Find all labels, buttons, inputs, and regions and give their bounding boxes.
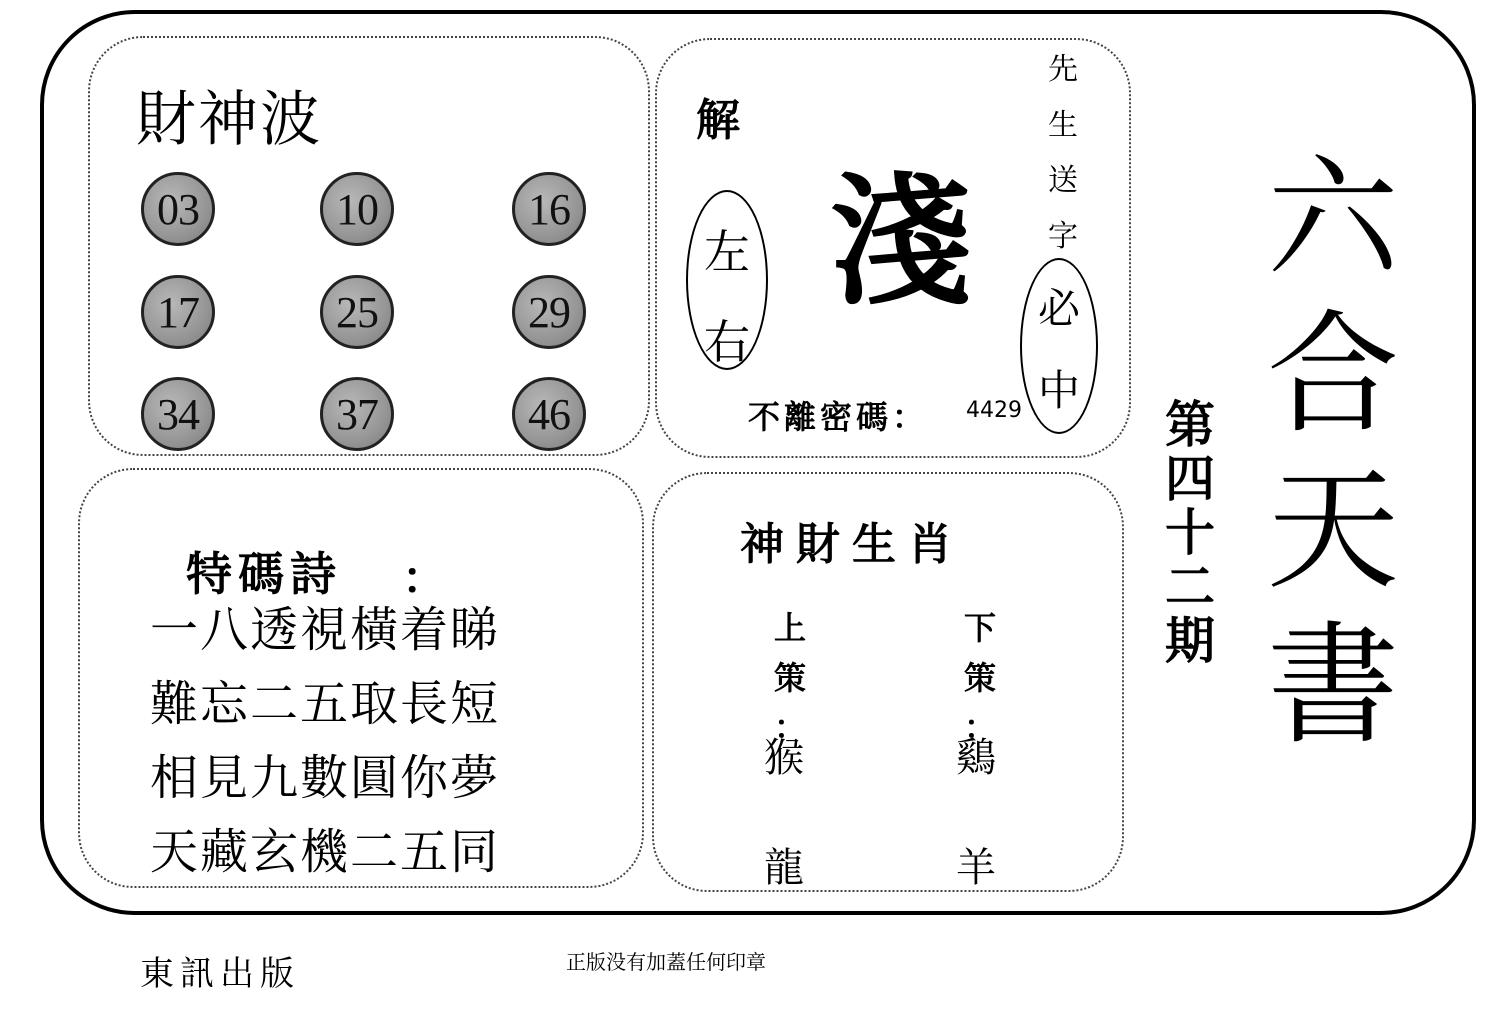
number-ball: 29 — [512, 275, 586, 349]
issue-char-4: 二 — [1165, 558, 1215, 616]
secret-code-value: 4429 — [966, 398, 1022, 423]
book-title-char-1: 六 — [1267, 142, 1399, 296]
poem-lines — [150, 602, 501, 902]
book-title-char-3: 天 — [1267, 453, 1399, 608]
riddle-main-char: 淺 — [830, 160, 972, 325]
lower-animal-1: 鷄 — [956, 735, 996, 781]
secret-code-label: 不離密碼： — [748, 398, 929, 436]
book-title — [1258, 142, 1408, 765]
poem-title-colon: ： — [402, 553, 446, 604]
book-title-char-4: 書 — [1267, 609, 1399, 764]
publisher: 東訊出版 — [140, 954, 300, 994]
poem-line-3: 相見九數圓你夢 — [150, 750, 501, 806]
lower-animal-2: 羊 — [956, 845, 996, 891]
lower-label-char-1: 下 — [963, 609, 996, 647]
number-ball: 25 — [320, 275, 394, 349]
upper-label-char-2: 策 — [773, 658, 806, 697]
oval-right-char-1: 必 — [1037, 284, 1080, 333]
oval-left-char-2: 右 — [704, 314, 750, 369]
sender-vertical-text — [1043, 42, 1083, 264]
upper-animal-2: 龍 — [764, 845, 804, 891]
sender-char-3: 送 — [1048, 163, 1078, 198]
sender-char-1: 先 — [1048, 52, 1078, 87]
lower-label-char-2: 策 — [963, 658, 996, 697]
poem-line-1: 一八透視橫着睇 — [150, 602, 501, 658]
poem-title: 特碼詩 — [186, 547, 342, 601]
book-title-char-2: 合 — [1267, 297, 1399, 452]
upper-label-char-1: 上 — [773, 609, 806, 647]
issue-char-3: 十 — [1165, 504, 1215, 562]
authenticity-notice: 正版没有加蓋任何印章 — [566, 950, 766, 974]
number-ball: 16 — [512, 172, 586, 246]
oval-left-char-1: 左 — [704, 225, 750, 279]
issue-char-5: 期 — [1165, 612, 1215, 670]
lower-label-char-3: ： — [963, 708, 996, 747]
sender-char-2: 生 — [1048, 107, 1078, 143]
number-ball: 37 — [320, 377, 394, 451]
number-ball: 10 — [320, 172, 394, 246]
must-win-chars — [1020, 268, 1098, 432]
caishen-wave-title: 財神波 — [136, 85, 322, 155]
issue-number — [1160, 398, 1220, 668]
jie-label: 解 — [696, 95, 740, 146]
sender-char-4: 字 — [1048, 218, 1078, 254]
upper-animal-1: 猴 — [764, 735, 804, 781]
oval-right-char-2: 中 — [1037, 365, 1080, 415]
issue-char-2: 四 — [1165, 450, 1215, 508]
poem-line-4: 天藏玄機二五同 — [150, 824, 501, 880]
zodiac-title: 神財生肖 — [740, 519, 964, 570]
poem-line-2: 難忘二五取長短 — [150, 676, 501, 732]
issue-char-1: 第 — [1165, 396, 1215, 454]
number-ball: 03 — [141, 172, 215, 246]
upper-label-char-3: ： — [773, 708, 806, 747]
number-ball: 34 — [141, 377, 215, 451]
number-ball: 46 — [512, 377, 586, 451]
number-ball: 17 — [141, 275, 215, 349]
left-right-chars — [686, 208, 768, 387]
